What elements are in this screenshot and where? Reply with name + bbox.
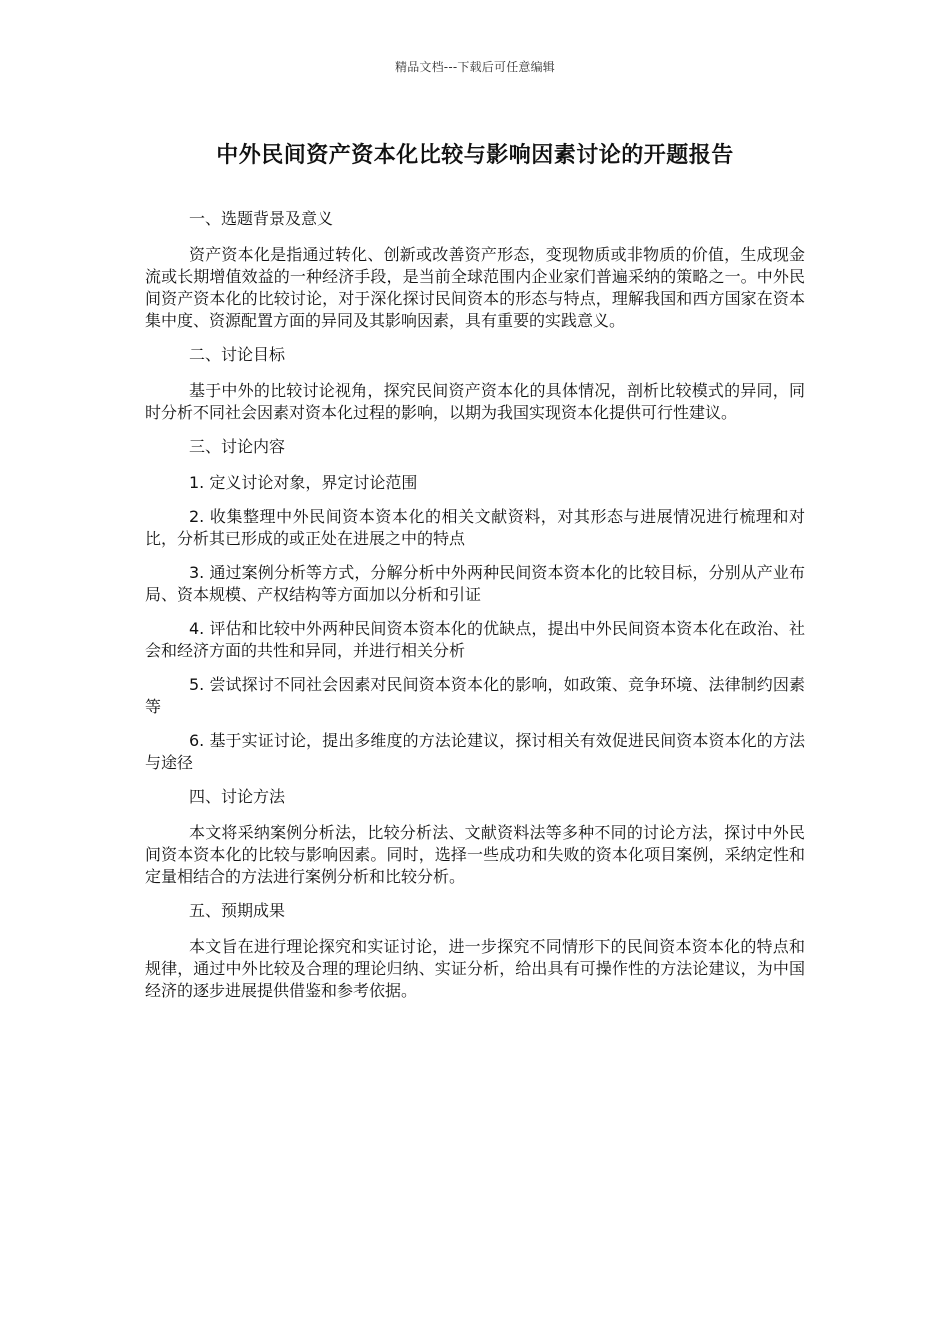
list-item: 1. 定义讨论对象，界定讨论范围 (189, 473, 418, 492)
section-paragraph: 资产资本化是指通过转化、创新或改善资产形态，变现物质或非物质的价值，生成现金流或长期增值效益的一种经济手段，是当前全球范围内企业家们普遍采纳的策略之一。中外民间资产资本化的比较讨论，对于深化探讨民间资本的形态与特点，理解我国和西方国家在资本集中度、资源配置方面的异同及其影响因素，具有重要的实践意义。 (145, 245, 805, 330)
document-title: 中外民间资产资本化比较与影响因素讨论的开题报告 (216, 143, 734, 168)
header-note: 精品文档---下载后可任意编辑 (395, 60, 555, 74)
list-item: 2. 收集整理中外民间资本资本化的相关文献资料，对其形态与进展情况进行梳理和对比，分析其已形成的或正处在进展之中的特点 (145, 507, 805, 548)
section-paragraph: 基于中外的比较讨论视角，探究民间资产资本化的具体情况，剖析比较模式的异同，同时分析不同社会因素对资本化过程的影响，以期为我国实现资本化提供可行性建议。 (145, 381, 805, 422)
section-heading-content: 三、讨论内容 (189, 437, 286, 456)
list-item: 4. 评估和比较中外两种民间资本资本化的优缺点，提出中外民间资本资本化在政治、社会和经济方面的共性和异同，并进行相关分析 (145, 619, 805, 660)
section-paragraph: 本文将采纳案例分析法，比较分析法、文献资料法等多种不同的讨论方法，探讨中外民间资本资本化的比较与影响因素。同时，选择一些成功和失败的资本化项目案例，采纳定性和定量相结合的方法进行案例分析和比较分析。 (145, 823, 805, 886)
document-body (145, 208, 805, 1014)
list-item: 3. 通过案例分析等方式，分解分析中外两种民间资本资本化的比较目标，分别从产业布局、资本规模、产权结构等方面加以分析和引证 (145, 563, 805, 604)
section-heading-outcomes: 五、预期成果 (189, 901, 286, 920)
list-item: 5. 尝试探讨不同社会因素对民间资本资本化的影响，如政策、竞争环境、法律制约因素等 (145, 675, 805, 716)
section-paragraph: 本文旨在进行理论探究和实证讨论，进一步探究不同情形下的民间资本资本化的特点和规律，通过中外比较及合理的理论归纳、实证分析，给出具有可操作性的方法论建议，为中国经济的逐步进展提供借鉴和参考依据。 (145, 937, 805, 1000)
section-heading-methods: 四、讨论方法 (189, 787, 286, 806)
section-heading-background: 一、选题背景及意义 (189, 209, 334, 228)
list-item: 6. 基于实证讨论，提出多维度的方法论建议，探讨相关有效促进民间资本资本化的方法与途径 (145, 731, 805, 772)
section-heading-goals: 二、讨论目标 (189, 345, 286, 364)
